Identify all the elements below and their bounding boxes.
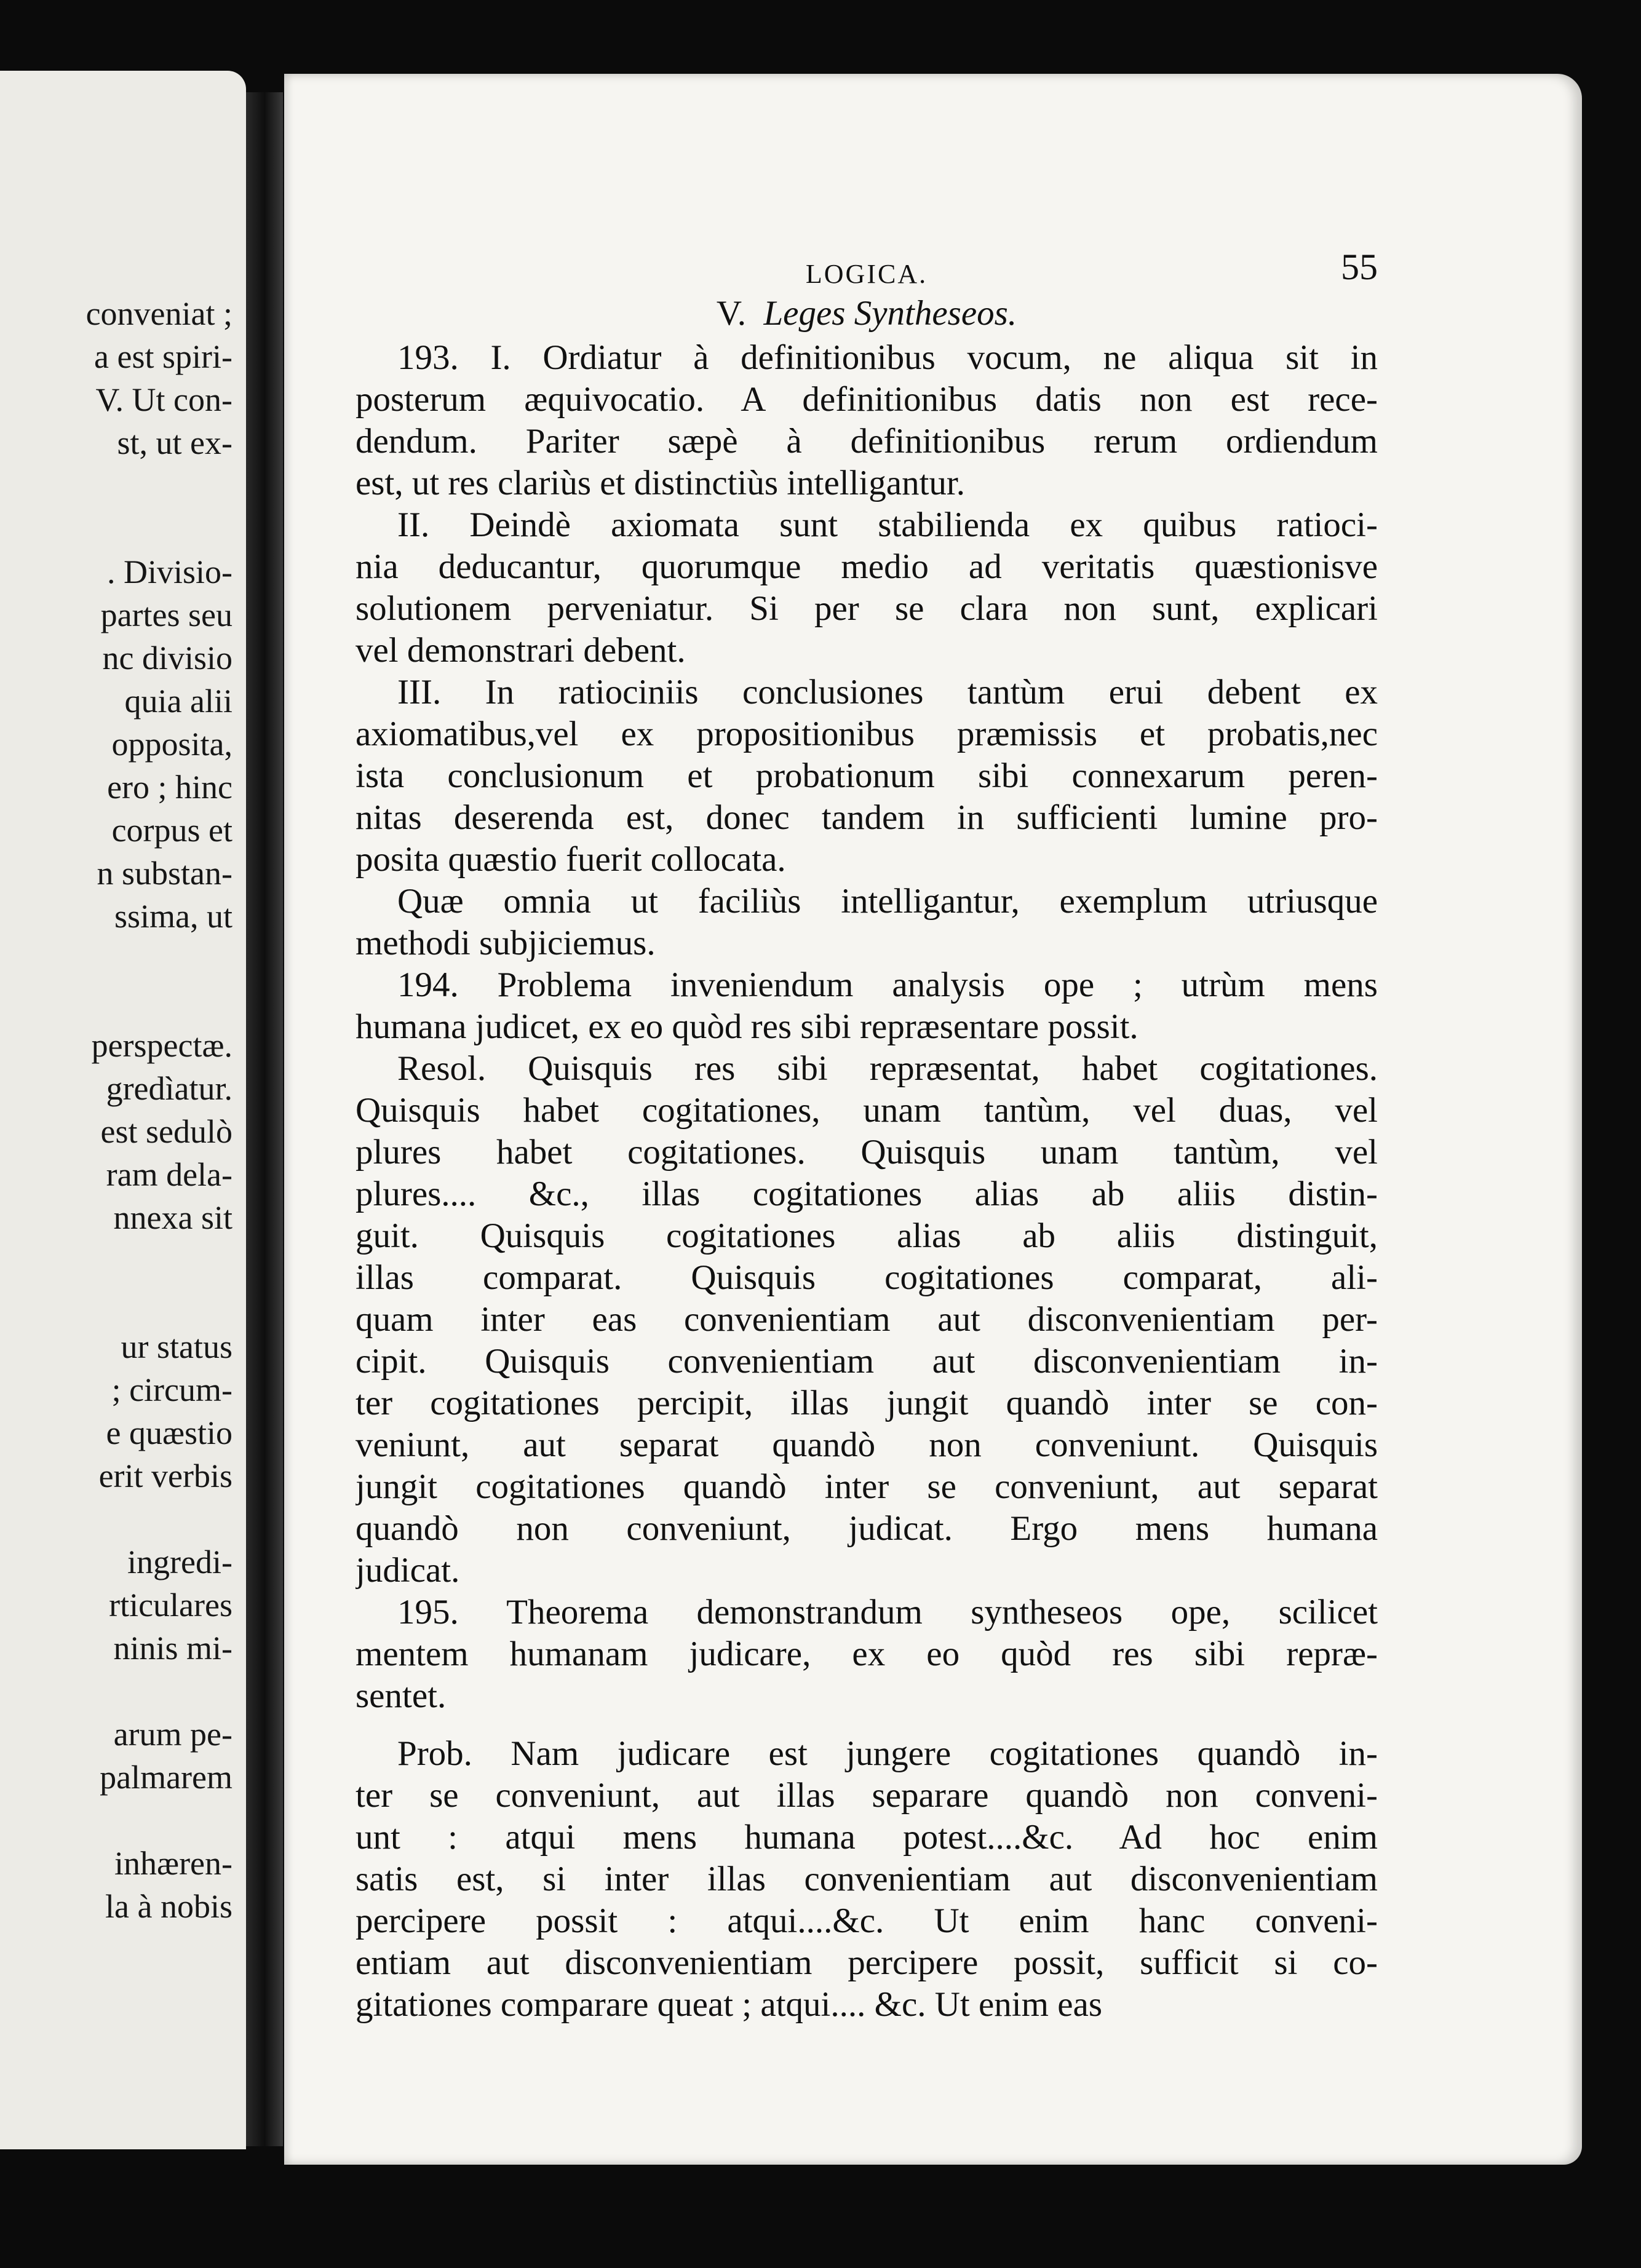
section-numeral: V. [716, 294, 746, 333]
text-line: satis est, si inter illas convenientiam aut disconvenientiam [356, 1860, 1378, 1898]
text-line: unt : atqui mens humana potest....&c. Ad hoc enim [356, 1818, 1378, 1857]
paragraph [356, 337, 1378, 504]
text-line: II. Deindè axiomata sunt stabilienda ex quibus ratioci- [397, 506, 1378, 544]
facing-page-line: quia alii [124, 683, 232, 720]
facing-page-text [0, 292, 232, 1928]
facing-page-line [0, 1497, 232, 1540]
page-number: 55 [1341, 247, 1378, 287]
text-paragraphs [356, 337, 1378, 2026]
text-line: 193. I. Ordiatur à definitionibus vocum, ne aliqua sit in [397, 338, 1378, 377]
text-line: ter cogitationes percipit, illas jungit quandò inter se con- [356, 1384, 1378, 1422]
text-line: methodi subjiciemus. [356, 924, 656, 962]
facing-page-line: perspectæ. [91, 1027, 232, 1064]
facing-page-left [0, 71, 246, 2149]
text-line: illas comparat. Quisquis cogitationes comparat, ali- [356, 1258, 1378, 1297]
text-line: 194. Problema inveniendum analysis ope ; utrùm mens [397, 965, 1378, 1004]
facing-page-line: partes seu [100, 597, 232, 633]
facing-page-line: gredìatur. [106, 1070, 232, 1107]
text-line: est, ut res clariùs et distinctiùs intelligantur. [356, 464, 965, 502]
facing-page-line: erit verbis [98, 1457, 232, 1494]
facing-page-line [0, 981, 232, 1024]
paragraph [356, 1733, 1378, 2026]
text-line: percipere possit : atqui....&c. Ut enim hanc conveni- [356, 1901, 1378, 1940]
text-line: judicat. [356, 1551, 460, 1590]
facing-page-line: corpus et [111, 812, 232, 849]
facing-page-line: la à nobis [105, 1888, 232, 1925]
paragraph [356, 504, 1378, 672]
text-line: dendum. Pariter sæpè à definitionibus rerum ordiendum [356, 422, 1378, 461]
paragraph [356, 964, 1378, 1048]
text-line: Quisquis habet cogitationes, unam tantùm, vel duas, vel [356, 1091, 1378, 1130]
facing-page-line: e quæstio [106, 1414, 232, 1451]
facing-page-line [0, 1239, 232, 1282]
text-line: ista conclusionum et probationum sibi connexarum peren- [356, 756, 1378, 795]
book-gutter [246, 92, 283, 2146]
facing-page-line: V. Ut con- [95, 381, 232, 418]
facing-page-line: opposita, [111, 726, 232, 763]
page-header [356, 246, 1378, 289]
text-line: sentet. [356, 1676, 447, 1715]
text-line: nia deducantur, quorumque medio ad veritatis quæstionisve [356, 547, 1378, 586]
facing-page-line: inhæren- [114, 1845, 232, 1882]
text-line: quam inter eas convenientiam aut disconvenientiam per- [356, 1300, 1378, 1339]
text-line: vel demonstrari debent. [356, 631, 686, 670]
facing-page-line: n substan- [97, 855, 232, 892]
facing-page-line: nnexa sit [113, 1199, 232, 1236]
facing-page-line: nc divisio [102, 640, 232, 676]
facing-page-line: ssima, ut [114, 898, 232, 935]
facing-page-line: . Divisio- [106, 553, 232, 590]
text-line: Prob. Nam judicare est jungere cogitationes quandò in- [397, 1734, 1378, 1773]
facing-page-line: ; circum- [111, 1371, 232, 1408]
facing-page-line: rticulares [109, 1587, 232, 1624]
paragraph [356, 1048, 1378, 1592]
text-line: III. In ratiociniis conclusiones tantùm erui debent ex [397, 673, 1378, 712]
facing-page-line: ero ; hinc [107, 769, 232, 806]
page-body [356, 246, 1378, 2026]
facing-page-line: est sedulò [100, 1113, 232, 1150]
text-line: Quæ omnia ut faciliùs intelligantur, exemplum utriusque [397, 882, 1378, 921]
running-head: LOGICA. [805, 259, 928, 289]
text-line: quandò non conveniunt, judicat. Ergo mens humana [356, 1509, 1378, 1548]
section-title: Leges Syntheseos. [763, 294, 1017, 333]
facing-page-line: a est spiri- [94, 338, 232, 375]
text-line: Resol. Quisquis res sibi repræsentat, habet cogitationes. [397, 1049, 1378, 1088]
text-line: veniunt, aut separat quandò non conveniunt. Quisquis [356, 1425, 1378, 1464]
facing-page-line [0, 938, 232, 981]
text-line: solutionem perveniatur. Si per se clara non sunt, explicari [356, 589, 1378, 628]
text-line: plures habet cogitationes. Quisquis unam tantùm, vel [356, 1133, 1378, 1172]
text-line: posterum æquivocatio. A definitionibus datis non est rece- [356, 380, 1378, 419]
text-line: entiam aut disconvenientiam percipere possit, sufficit si co- [356, 1943, 1378, 1982]
text-line: 195. Theorema demonstrandum syntheseos ope, scilicet [397, 1593, 1378, 1632]
facing-page-line: ingredi- [127, 1544, 232, 1580]
paragraph [356, 881, 1378, 964]
text-line: axiomatibus,vel ex propositionibus præmissis et probatis,nec [356, 715, 1378, 753]
text-line: plures.... &c., illas cogitationes alias ab aliis distin- [356, 1175, 1378, 1213]
facing-page-line: conveniat ; [85, 295, 232, 332]
paragraph [356, 672, 1378, 881]
facing-page-line [0, 507, 232, 550]
text-line: jungit cogitationes quandò inter se conveniunt, aut separat [356, 1467, 1378, 1506]
facing-page-line: arum pe- [113, 1716, 232, 1753]
text-line: gitationes comparare queat ; atqui.... &c. Ut enim eas [356, 1985, 1103, 2024]
facing-page-line: ninis mi- [113, 1630, 232, 1667]
facing-page-line [0, 1282, 232, 1325]
text-line: mentem humanam judicare, ex eo quòd res sibi repræ- [356, 1635, 1378, 1673]
text-line: humana judicet, ex eo quòd res sibi repræsentare possit. [356, 1007, 1138, 1046]
facing-page-line [0, 464, 232, 507]
facing-page-line [0, 1670, 232, 1713]
facing-page-line [0, 1799, 232, 1842]
text-line: guit. Quisquis cogitationes alias ab aliis distinguit, [356, 1216, 1378, 1255]
paragraph [356, 1592, 1378, 1717]
text-line: cipit. Quisquis convenientiam aut disconvenientiam in- [356, 1342, 1378, 1381]
facing-page-line: ram dela- [106, 1156, 232, 1193]
facing-page-line: palmarem [100, 1759, 232, 1796]
facing-page-line: ur status [121, 1328, 232, 1365]
section-heading [356, 293, 1378, 335]
text-line: posita quæstio fuerit collocata. [356, 840, 786, 879]
text-line: nitas deserenda est, donec tandem in sufficienti lumine pro- [356, 798, 1378, 837]
text-line: ter se conveniunt, aut illas separare quandò non conveni- [356, 1776, 1378, 1815]
facing-page-line: st, ut ex- [117, 424, 232, 461]
